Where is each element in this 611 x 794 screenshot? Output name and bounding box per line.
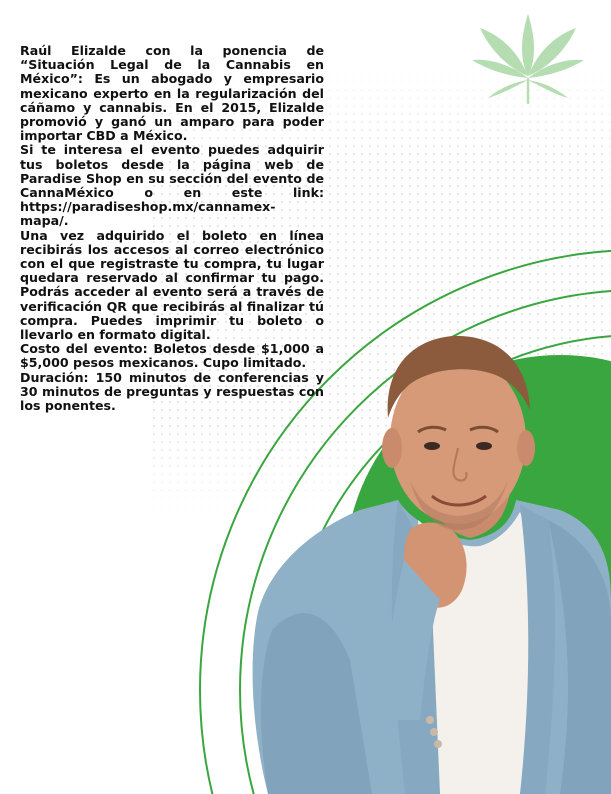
paragraph-speaker-bio: Raúl Elizalde con la ponencia de “Situación Legal de la Cannabis en México”: Es un abogado y empresario mexicano experto en la regularización del cáñamo y cannabis. En el 2015, Elizalde promovió y ganó un amparo para poder importar CBD a México. [20, 43, 324, 144]
paragraph-tickets: Si te interesa el evento puedes adquirir tus boletos desde la página web de Paradise Shop en su sección del evento de CannaMéxico o en este link: https://paradiseshop.mx/cannamex-mapa/. [20, 142, 324, 229]
paragraph-cost: Costo del evento: Boletos desde $1,000 a $5,000 pesos mexicanos. Cupo limitado. [20, 341, 324, 371]
paragraph-duration: Duración: 150 minutos de conferencias y 30 minutos de preguntas y respuestas con los ponentes. [20, 369, 324, 414]
paragraph-access: Una vez adquirido el boleto en línea recibirás los accesos al correo electrónico con el que registraste tu compra, tu lugar quedara reservado al confirmar tu pago. Podrás acceder al evento será a través de verificación QR que recibirás al finalizar tú compra. Puedes imprimir tu boleto o llevarlo en formato digital. [20, 227, 324, 343]
article-text [20, 44, 324, 413]
